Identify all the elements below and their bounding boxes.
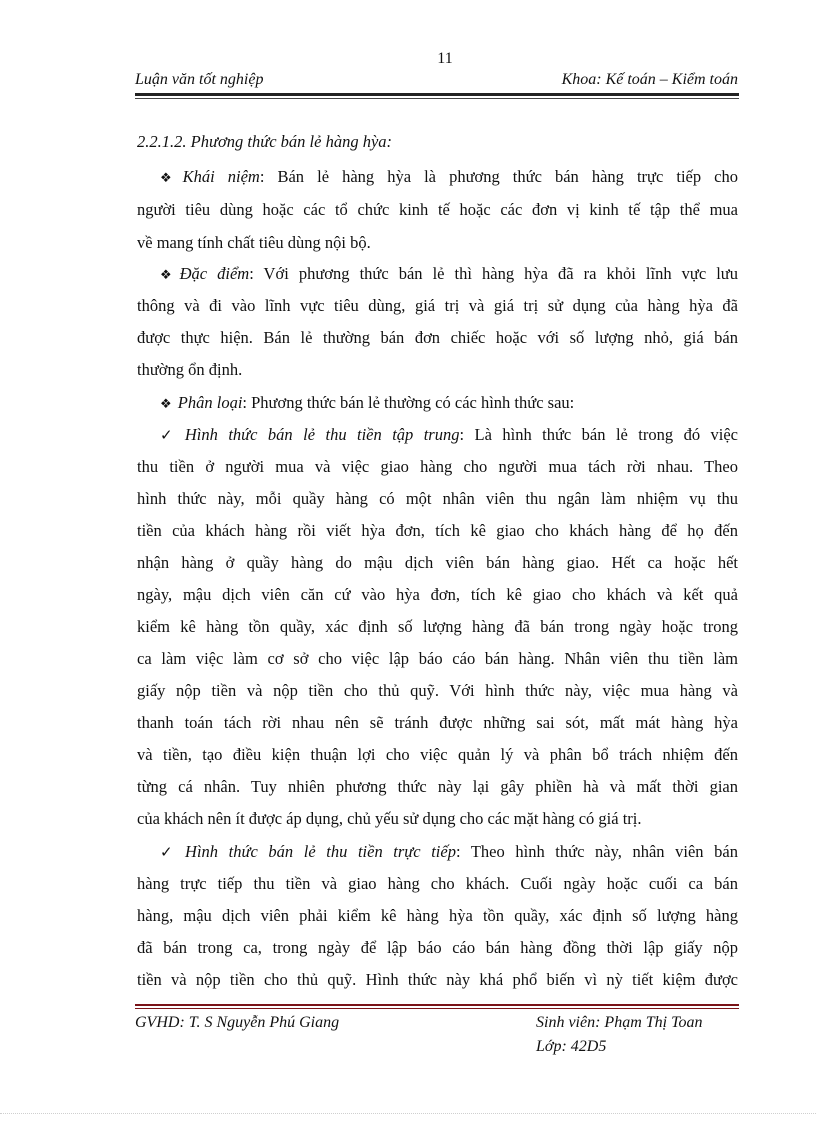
paragraph-phan-loai xyxy=(160,392,738,414)
paragraph-line: tiền và nộp tiền cho thủ quỹ. Hình thức này khá phổ biến vì nỳ tiết kiệm được xyxy=(137,970,738,989)
section-title: 2.2.1.2. Phương thức bán lẻ hàng hỳa: xyxy=(137,132,393,151)
paragraph-line: của khách nên ít được áp dụng, chủ yếu sử dụng cho các mặt hàng có giá trị. xyxy=(137,809,642,828)
footer-rule-thin xyxy=(135,1008,739,1009)
paragraph-line: thường ổn định. xyxy=(137,360,243,379)
text: : Với phương thức bán lẻ thì hàng hỳa đã ra khỏi lĩnh vực lưu xyxy=(249,264,738,283)
check-bullet-icon: ✓ xyxy=(160,845,180,861)
paragraph-tap-trung-line-1 xyxy=(160,424,738,446)
term-truc-tiep: Hình thức bán lẻ thu tiền trực tiếp xyxy=(185,842,456,861)
term-dac-diem: Đặc điểm xyxy=(179,264,250,283)
paragraph-khai-niem-line-1 xyxy=(160,166,738,188)
text: : Bán lẻ hàng hỳa là phương thức bán hàng trực tiếp cho xyxy=(259,167,739,186)
paragraph-line: được thực hiện. Bán lẻ thường bán đơn chiếc hoặc với số lượng nhỏ, giá bán xyxy=(137,328,738,347)
diamond-bullet-icon: ❖ xyxy=(160,396,172,411)
footer-class: Lớp: 42D5 xyxy=(536,1038,607,1055)
paragraph-line: hình thức này, mỗi quầy hàng có một nhân viên thu ngân làm nhiệm vụ thu xyxy=(137,489,738,508)
paragraph-line: tiền của khách hàng rồi viết hỳa đơn, tích kê giao cho khách hàng để họ đến xyxy=(137,521,738,540)
text: : Là hình thức bán lẻ trong đó việc xyxy=(459,425,738,444)
paragraph-line: người tiêu dùng hoặc các tổ chức kinh tế hoặc các đơn vị kinh tế tập thể mua xyxy=(137,200,738,219)
footer-student: Sinh viên: Phạm Thị Toan xyxy=(536,1014,703,1031)
text: : Theo hình thức này, nhân viên bán xyxy=(455,842,738,861)
text: : Phương thức bán lẻ thường có các hình thức sau: xyxy=(242,393,575,412)
paragraph-line: về mang tính chất tiêu dùng nội bộ. xyxy=(137,233,371,252)
term-tap-trung: Hình thức bán lẻ thu tiền tập trung xyxy=(184,425,460,444)
diamond-bullet-icon: ❖ xyxy=(160,267,178,282)
term-khai-niem: Khái niệm xyxy=(182,167,260,186)
paragraph-line: giấy nộp tiền và nộp tiền cho thủ quỹ. Với hình thức này, việc mua hàng và xyxy=(137,681,738,700)
paragraph-line: và tiền, tạo điều kiện thuận lợi cho việc quản lý và phân bổ trách nhiệm đến xyxy=(137,745,738,764)
paragraph-line: từng cá nhân. Tuy nhiên phương thức này lại gây phiền hà và mất thời gian xyxy=(137,777,738,796)
paragraph-line: ca làm việc làm cơ sở cho việc lập báo cáo bán hàng. Nhân viên thu tiền làm xyxy=(137,649,738,668)
paragraph-truc-tiep-line-1 xyxy=(160,841,738,863)
header-thesis-title: Luận văn tốt nghiệp xyxy=(135,71,264,88)
paragraph-line: thu tiền ở người mua và việc giao hàng cho người mua tách rời nhau. Theo xyxy=(137,457,738,476)
header-rule-thin xyxy=(135,98,739,99)
check-bullet-icon: ✓ xyxy=(160,428,179,444)
footer-rule-thick xyxy=(135,1004,739,1006)
footer-advisor: GVHD: T. S Nguyễn Phú Giang xyxy=(135,1014,340,1031)
paragraph-line: đã bán trong ca, trong ngày để lập báo cáo bán hàng đồng thời lập giấy nộp xyxy=(137,938,738,957)
page-number: 11 xyxy=(437,50,453,67)
paragraph-line: hàng, mậu dịch viên phải kiểm kê hàng hỳa tồn quầy, xác định số lượng hàng xyxy=(137,906,738,925)
header-faculty: Khoa: Kế toán – Kiểm toán xyxy=(561,71,738,88)
paragraph-line: hàng trực tiếp thu tiền và giao hàng cho khách. Cuối ngày hoặc cuối ca bán xyxy=(137,874,738,893)
term-phan-loai: Phân loại xyxy=(177,393,243,412)
diamond-bullet-icon: ❖ xyxy=(160,170,181,185)
paragraph-line: thanh toán tách rời nhau nên sẽ tránh được những sai sót, mất mát hàng hỳa xyxy=(137,713,738,732)
page-bottom-dotted-border xyxy=(0,1113,816,1114)
paragraph-line: kiểm kê hàng tồn quầy, xác định số lượng hàng đã bán trong ngày hoặc trong xyxy=(137,617,738,636)
paragraph-line: nhận hàng ở quầy hàng do mậu dịch viên bán hàng giao. Hết ca hoặc hết xyxy=(137,553,738,572)
paragraph-dac-diem-line-1 xyxy=(160,263,738,285)
paragraph-line: ngày, mậu dịch viên căn cứ vào hỳa đơn, tích kê giao cho khách và kết quả xyxy=(137,585,738,604)
header-rule-thick xyxy=(135,93,739,96)
paragraph-line: thông và đi vào lĩnh vực tiêu dùng, giá trị và giá trị sử dụng của hàng hỳa đã xyxy=(137,296,738,315)
